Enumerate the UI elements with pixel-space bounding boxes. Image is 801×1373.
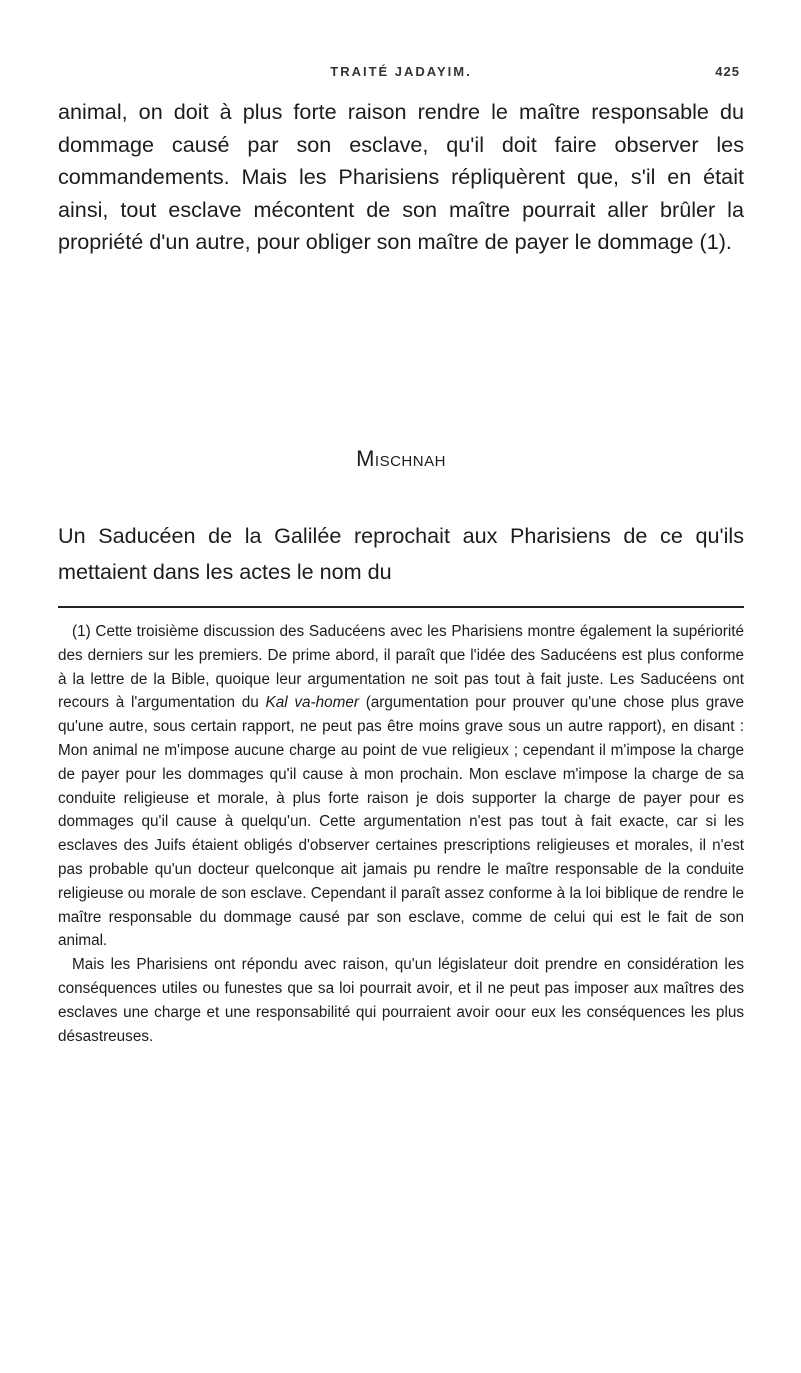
section-title: Mischnah: [356, 446, 446, 471]
footnote-text-1a: (1) Cette troisième discussion des Saducéens avec les Pharisiens montre également la supériorité des derniers sur les premiers. De prime abord, il paraît que l'idée des Saducéens est plus conforme à la lettre de la Bible, quoique leur argumentation ne soit pas tout à fait juste. Les Saducéens ont recours à l'argumentation du: [58, 623, 744, 712]
body-paragraph: animal, on doit à plus forte raison rendre le maître responsable du dommage causé par son esclave, qu'il doit faire observer les commandements. Mais les Pharisiens répliquèrent que, s'il en était ainsi, tout esclave mécontent de son maître pourrait aller brûler la propriété d'un autre, pour obliger son maître de payer le dommage (1).: [58, 99, 744, 255]
footnote: [58, 620, 744, 1048]
body-text: [58, 96, 744, 259]
footnote-paragraph-1: [58, 620, 744, 953]
footnote-text-1b: (argumentation pour prouver qu'une chose plus grave qu'une autre, sous certain rapport, ne peut pas être moins grave sous un autre rapport), en disant : Mon animal ne m'impose aucune charge au point de vue religieux ; cependant il m'impose la charge de payer pour les dommages qu'il cause à mon prochain. Mon esclave m'impose la charge de sa conduite religieuse et morale, à plus forte raison je dois supporter la charge de payer pour es dommages qu'il cause à quelqu'un. Cette argumentation n'est pas tout à fait exacte, car si les esclaves des Juifs étaient obligés d'observer certaines prescriptions religieuses et morales, il n'est pas probable qu'un docteur quelconque ait jamais pu rendre le maître responsable de la conduite religieuse ou morale de son esclave. Cependant il paraît assez conforme à la loi biblique de rendre le maître responsable du dommage causé par son esclave, comme de celui qui est le fait de son animal.: [58, 694, 744, 950]
section-body: [58, 518, 744, 590]
running-head-title: TRAITÉ JADAYIM.: [330, 64, 472, 79]
page-number: 425: [715, 64, 740, 79]
section-paragraph: Un Saducéen de la Galilée reprochait aux Pharisiens de ce qu'ils mettaient dans les actes le nom du: [58, 523, 744, 584]
running-head: [58, 64, 744, 86]
footnote-italic-term: Kal va-homer: [265, 694, 359, 712]
footnote-paragraph-2: Mais les Pharisiens ont répondu avec raison, qu'un législateur doit prendre en considération les conséquences utiles ou funestes que sa loi pourrait avoir, et il ne peut pas imposer aux maîtres des esclaves une charge et une responsabilité qui pourraient avoir oour eux les conséquences les plus désastreuses.: [58, 956, 744, 1045]
footnote-separator: [58, 606, 744, 608]
